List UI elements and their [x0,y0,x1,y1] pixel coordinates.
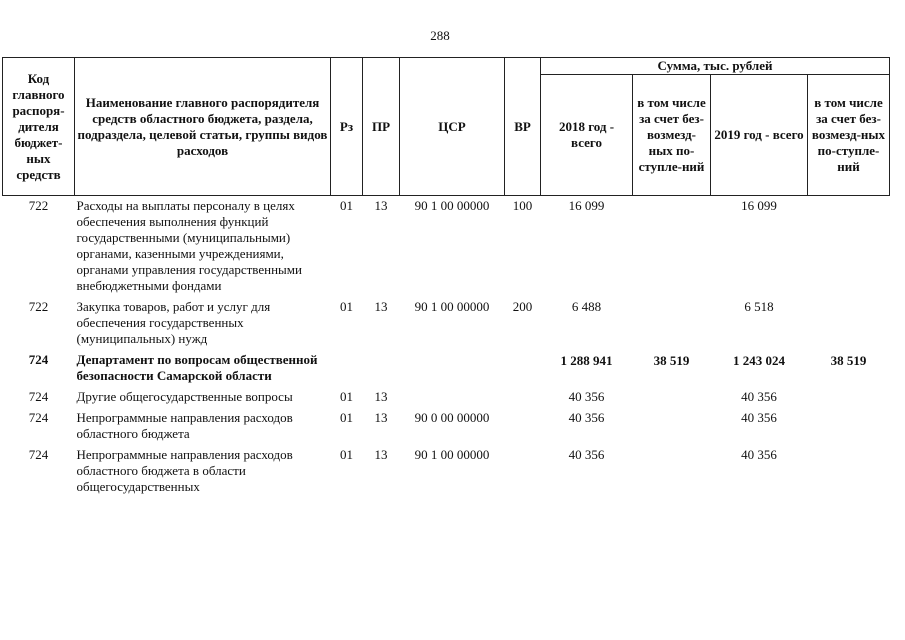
row-2018-free [633,296,711,349]
row-code: 724 [28,352,49,367]
row-csr: 90 1 00 00000 [414,447,490,462]
row-vr: 100 [512,198,533,213]
row-2018-free: 38 519 [653,353,690,368]
header-2019-total: 2019 год - всего [711,75,808,196]
header-2018-total: 2018 год - всего [541,75,633,196]
table-body [3,196,890,498]
page-number: 288 [430,28,450,43]
row-2019-free [808,196,890,297]
table-row [3,296,890,349]
row-rz: 01 [340,447,353,462]
row-name: Закупка товаров, работ и услуг для обеспечения государственных (муниципальных) нужд [76,299,271,346]
row-2018-total: 40 356 [568,410,605,425]
row-2018-free [633,407,711,444]
row-pr [363,349,400,386]
row-csr [400,349,505,386]
row-2019-total: 16 099 [741,198,777,213]
row-2018-free [633,444,711,497]
row-2018-total: 1 288 941 [560,353,613,368]
table-row [3,349,890,386]
header-code: Код главного распоря-дителя бюджет-ных средств [3,58,75,196]
table-row [3,386,890,407]
row-name: Непрограммные направления расходов областного бюджета в области общегосударственных [76,447,293,494]
header-csr: ЦСР [400,58,505,196]
row-2019-total: 6 518 [744,299,774,314]
row-csr [400,386,505,407]
header-sum: Сумма, тыс. рублей [541,58,890,75]
row-rz: 01 [340,389,353,404]
row-name: Департамент по вопросам общественной безопасности Самарской области [76,352,318,383]
row-2018-total: 16 099 [568,198,605,213]
table-header [3,58,890,196]
row-vr [505,349,541,386]
row-name: Другие общегосударственные вопросы [76,389,293,404]
row-2019-total: 1 243 024 [733,353,785,368]
row-2019-total: 40 356 [741,447,777,462]
row-2018-free [633,386,711,407]
table-row [3,407,890,444]
row-2018-total: 6 488 [571,299,602,314]
row-csr: 90 0 00 00000 [414,410,490,425]
row-pr: 13 [374,389,388,404]
row-rz: 01 [340,198,353,213]
table-row [3,196,890,297]
row-name: Непрограммные направления расходов областного бюджета [76,410,293,441]
row-code: 724 [28,389,49,404]
header-rz: Рз [331,58,363,196]
row-vr [505,407,541,444]
row-2018-total: 40 356 [568,447,605,462]
row-pr: 13 [374,299,388,314]
header-pr: ПР [363,58,400,196]
row-2019-free [808,386,890,407]
row-pr: 13 [374,198,388,213]
row-2018-total: 40 356 [568,389,605,404]
row-vr [505,444,541,497]
header-2018-free: в том числе за счет без-возмезд-ных по-ступле-ний [633,75,711,196]
row-code: 724 [28,447,49,462]
row-2019-free: 38 519 [830,353,867,368]
row-csr: 90 1 00 00000 [414,299,490,314]
header-2019-free: в том числе за счет без-возмезд-ных по-ступле-ний [808,75,890,196]
row-rz [331,349,363,386]
row-csr: 90 1 00 00000 [414,198,490,213]
row-2019-free [808,407,890,444]
row-2019-total: 40 356 [741,389,777,404]
row-code: 722 [28,198,49,213]
row-pr: 13 [374,410,388,425]
row-vr [505,386,541,407]
row-rz: 01 [340,299,353,314]
row-pr: 13 [374,447,388,462]
header-vr: ВР [505,58,541,196]
row-name: Расходы на выплаты персоналу в целях обеспечения выполнения функций государственными (муниципальными) органами, казенными учреждениями, органами управления государственными внебюджетными фондами [76,198,302,293]
row-2019-free [808,444,890,497]
header-name: Наименование главного распорядителя средств областного бюджета, раздела, подраздела, целевой статьи, группы видов расходов [75,58,331,196]
budget-table [2,57,890,497]
table-row [3,444,890,497]
row-code: 722 [28,299,49,314]
row-2019-free [808,296,890,349]
row-rz: 01 [340,410,353,425]
row-code: 724 [28,410,49,425]
row-2019-total: 40 356 [741,410,777,425]
row-vr: 200 [512,299,533,314]
row-2018-free [633,196,711,297]
